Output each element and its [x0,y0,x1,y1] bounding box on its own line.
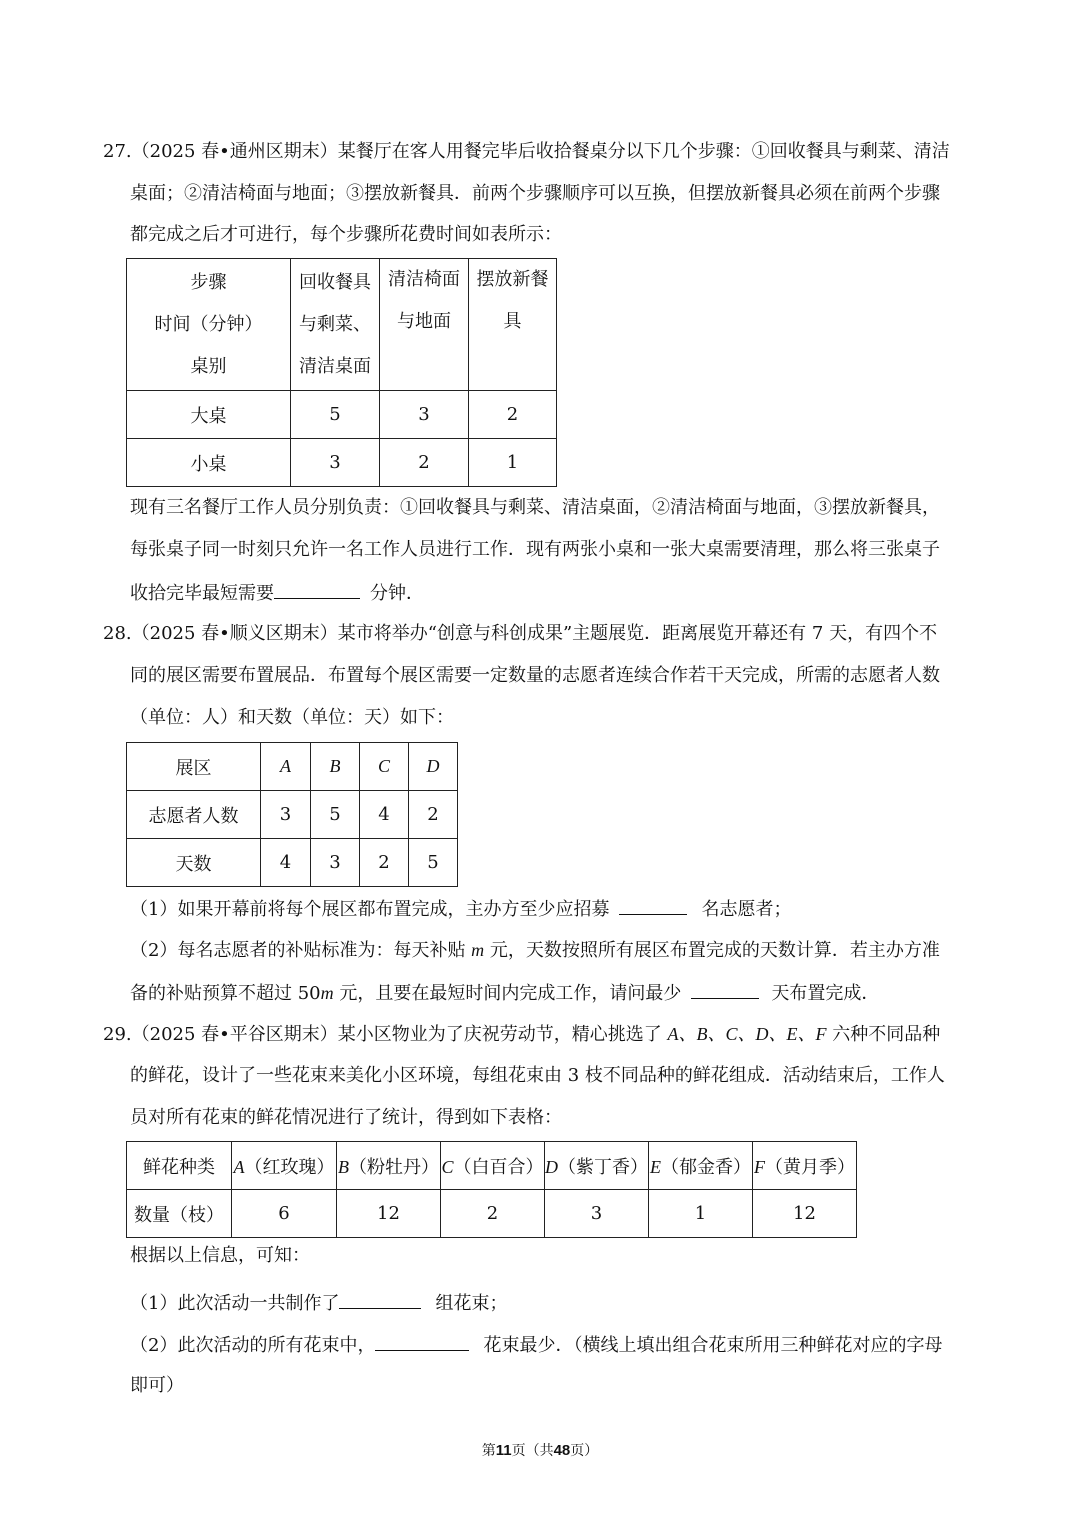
text: 页） [570,1443,599,1459]
variable-m: m [320,983,334,1003]
q27-answer-line [130,580,424,606]
total-pages: 48 [553,1442,571,1459]
table-cell: 12 [337,1190,441,1238]
row-label: 鲜花种类 [127,1142,232,1190]
table-cell: 6 [232,1190,337,1238]
q29-part2-suffix: 花束最少．（横线上填出组合花束所用三种鲜花对应的字母 [483,1335,943,1356]
q27-line-1: 27.（2025 春•通州区期末）某餐厅在客人用餐完毕后收拾餐桌分以下几个步骤：①回收餐具与剩菜、清洁 [103,141,950,162]
row-label: 大桌 [127,391,291,439]
q28-part2-blank[interactable] [691,980,759,999]
q29-part1-line [130,1290,507,1316]
table-cell: 1 [469,439,557,487]
q27-table [126,258,557,487]
text: 备的补贴预算不超过 50 [130,983,321,1004]
table-cell: 4 [360,791,409,839]
flower-letter: B [338,1156,349,1177]
q29-part1-prefix: （1）此次活动一共制作了 [130,1293,340,1314]
flower-name: （红玫瑰） [244,1156,335,1178]
header-line: 具 [503,311,522,332]
table-row [127,839,458,887]
table-cell: 12 [753,1190,857,1238]
text: 天布置完成． [771,983,880,1004]
table-cell: 5 [409,839,458,887]
table-row [127,1190,857,1238]
text: （2）每名志愿者的补贴标准为：每天补贴 [130,940,472,961]
flower-letter: C [441,1156,454,1177]
q28-part1-prefix: （1）如果开幕前将每个展区都布置完成，主办方至少应招募 [130,899,610,920]
q29-info-line: 根据以上信息，可知： [130,1245,310,1266]
table-row [127,439,557,487]
header-line: 与剩菜、 [299,313,371,335]
table-cell: 3 [291,439,380,487]
zone-label: D [409,743,458,791]
q29-part2-line-2: 即可） [130,1375,184,1396]
flower-letter: F [754,1156,765,1177]
flower-letter: A [233,1156,245,1177]
header-line: 清洁椅面 [388,269,460,290]
table-cell: 2 [360,839,409,887]
table-cell: 4 [261,839,311,887]
q28-part1-line [130,896,791,922]
row-label: 小桌 [127,439,291,487]
row-label: 天数 [127,839,261,887]
q27-after-line-2: 每张桌子同一时刻只允许一名工作人员进行工作．现有两张小桌和一张大桌需要清理，那么将三张桌子 [130,539,940,560]
zone-label: B [311,743,360,791]
table-cell: 3 [261,791,311,839]
corner-time-label: 时间（分钟） [154,313,263,335]
corner-step-label: 步骤 [190,271,227,293]
table-row [127,743,458,791]
table-cell: 1 [649,1190,753,1238]
flower-header [441,1142,545,1190]
text: 29.（2025 春•平谷区期末）某小区物业为了庆祝劳动节，精心挑选了 [103,1024,668,1045]
q27-answer-blank[interactable] [274,580,360,599]
row-label: 数量（枝） [127,1190,232,1238]
text: 页（共 [511,1443,554,1459]
flower-name: （郁金香） [661,1156,751,1178]
flower-header [232,1142,337,1190]
text: 元，天数按照所有展区布置完成的天数计算．若主办方准 [484,940,940,961]
q27-header-step2 [380,259,469,391]
text: 第 [481,1443,496,1459]
table-cell: 2 [469,391,557,439]
flower-header [337,1142,441,1190]
q28-part1-suffix: 名志愿者； [701,899,792,920]
q29-line-1 [103,1022,940,1047]
table-row [127,1142,857,1190]
text: 元，且要在最短时间内完成工作，请问最少 [333,983,682,1004]
flower-header [545,1142,649,1190]
q27-answer-suffix: 分钟． [370,583,424,604]
table-cell: 3 [311,839,360,887]
table-cell: 2 [380,439,469,487]
q28-part1-blank[interactable] [619,896,687,915]
flower-letter: D [545,1156,558,1177]
table-cell: 5 [311,791,360,839]
page-footer [0,1440,1080,1460]
q27-after-line-1: 现有三名餐厅工作人员分别负责：①回收餐具与剩菜、清洁桌面，②清洁椅面与地面，③摆放新餐具， [130,497,940,518]
header-line: 摆放新餐 [476,269,549,290]
q27-line-3: 都完成之后才可进行，每个步骤所花费时间如表所示： [130,224,562,245]
zone-label: C [360,743,409,791]
q27-header-step1 [291,259,380,391]
q27-line-2: 桌面；②清洁椅面与地面；③摆放新餐具．前两个步骤顺序可以互换，但摆放新餐具必须在前两个步骤 [130,183,940,204]
q28-line-3: （单位：人）和天数（单位：天）如下： [130,707,454,728]
flower-header [649,1142,753,1190]
q28-line-1: 28.（2025 春•顺义区期末）某市将举办“创意与科创成果”主题展览．距离展览开幕还有 7 天，有四个不 [103,623,938,644]
row-label: 志愿者人数 [127,791,261,839]
flower-name: （粉牡丹） [349,1156,439,1178]
text: 六种不同品种 [826,1024,941,1045]
q28-part2-line-2 [130,980,879,1006]
flower-letters: A、B、C、D、E、F [667,1024,827,1044]
q29-part1-blank[interactable] [339,1290,421,1309]
flower-header [753,1142,857,1190]
q28-part2-line-1 [130,938,940,963]
table-cell: 5 [291,391,380,439]
table-cell: 3 [380,391,469,439]
q29-line-3: 员对所有花束的鲜花情况进行了统计，得到如下表格： [130,1107,562,1128]
q29-part2-blank[interactable] [375,1332,469,1351]
zone-label: A [261,743,311,791]
header-line: 清洁桌面 [299,355,371,377]
table-cell: 2 [441,1190,545,1238]
header-line: 与地面 [397,311,451,332]
q28-line-2: 同的展区需要布置展品．布置每个展区需要一定数量的志愿者连续合作若干天完成，所需的志愿者人数 [130,665,940,686]
flower-letter: E [650,1156,661,1177]
q29-line-2: 的鲜花，设计了一些花束来美化小区环境，每组花束由 3 枝不同品种的鲜花组成．活动结束后，工作人 [130,1065,945,1086]
q28-table [126,742,458,887]
page-number: 11 [495,1442,512,1459]
table-cell: 2 [409,791,458,839]
zone-header: 展区 [127,743,261,791]
corner-table-type-label: 桌别 [190,355,227,377]
table-row [127,791,458,839]
q29-table [126,1141,857,1238]
q27-corner-cell [127,259,291,391]
flower-name: （白百合） [453,1156,544,1178]
q27-header-step3 [469,259,557,391]
flower-name: （黄月季） [765,1156,855,1178]
header-line: 回收餐具 [299,271,371,293]
flower-name: （紫丁香） [558,1156,648,1178]
table-cell: 3 [545,1190,649,1238]
q27-answer-prefix: 收拾完毕最短需要 [130,583,274,604]
q29-part2-prefix: （2）此次活动的所有花束中， [130,1335,376,1356]
q29-part2-line [130,1332,942,1358]
table-row [127,391,557,439]
q29-part1-suffix: 组花束； [435,1293,508,1314]
variable-m: m [471,940,485,960]
